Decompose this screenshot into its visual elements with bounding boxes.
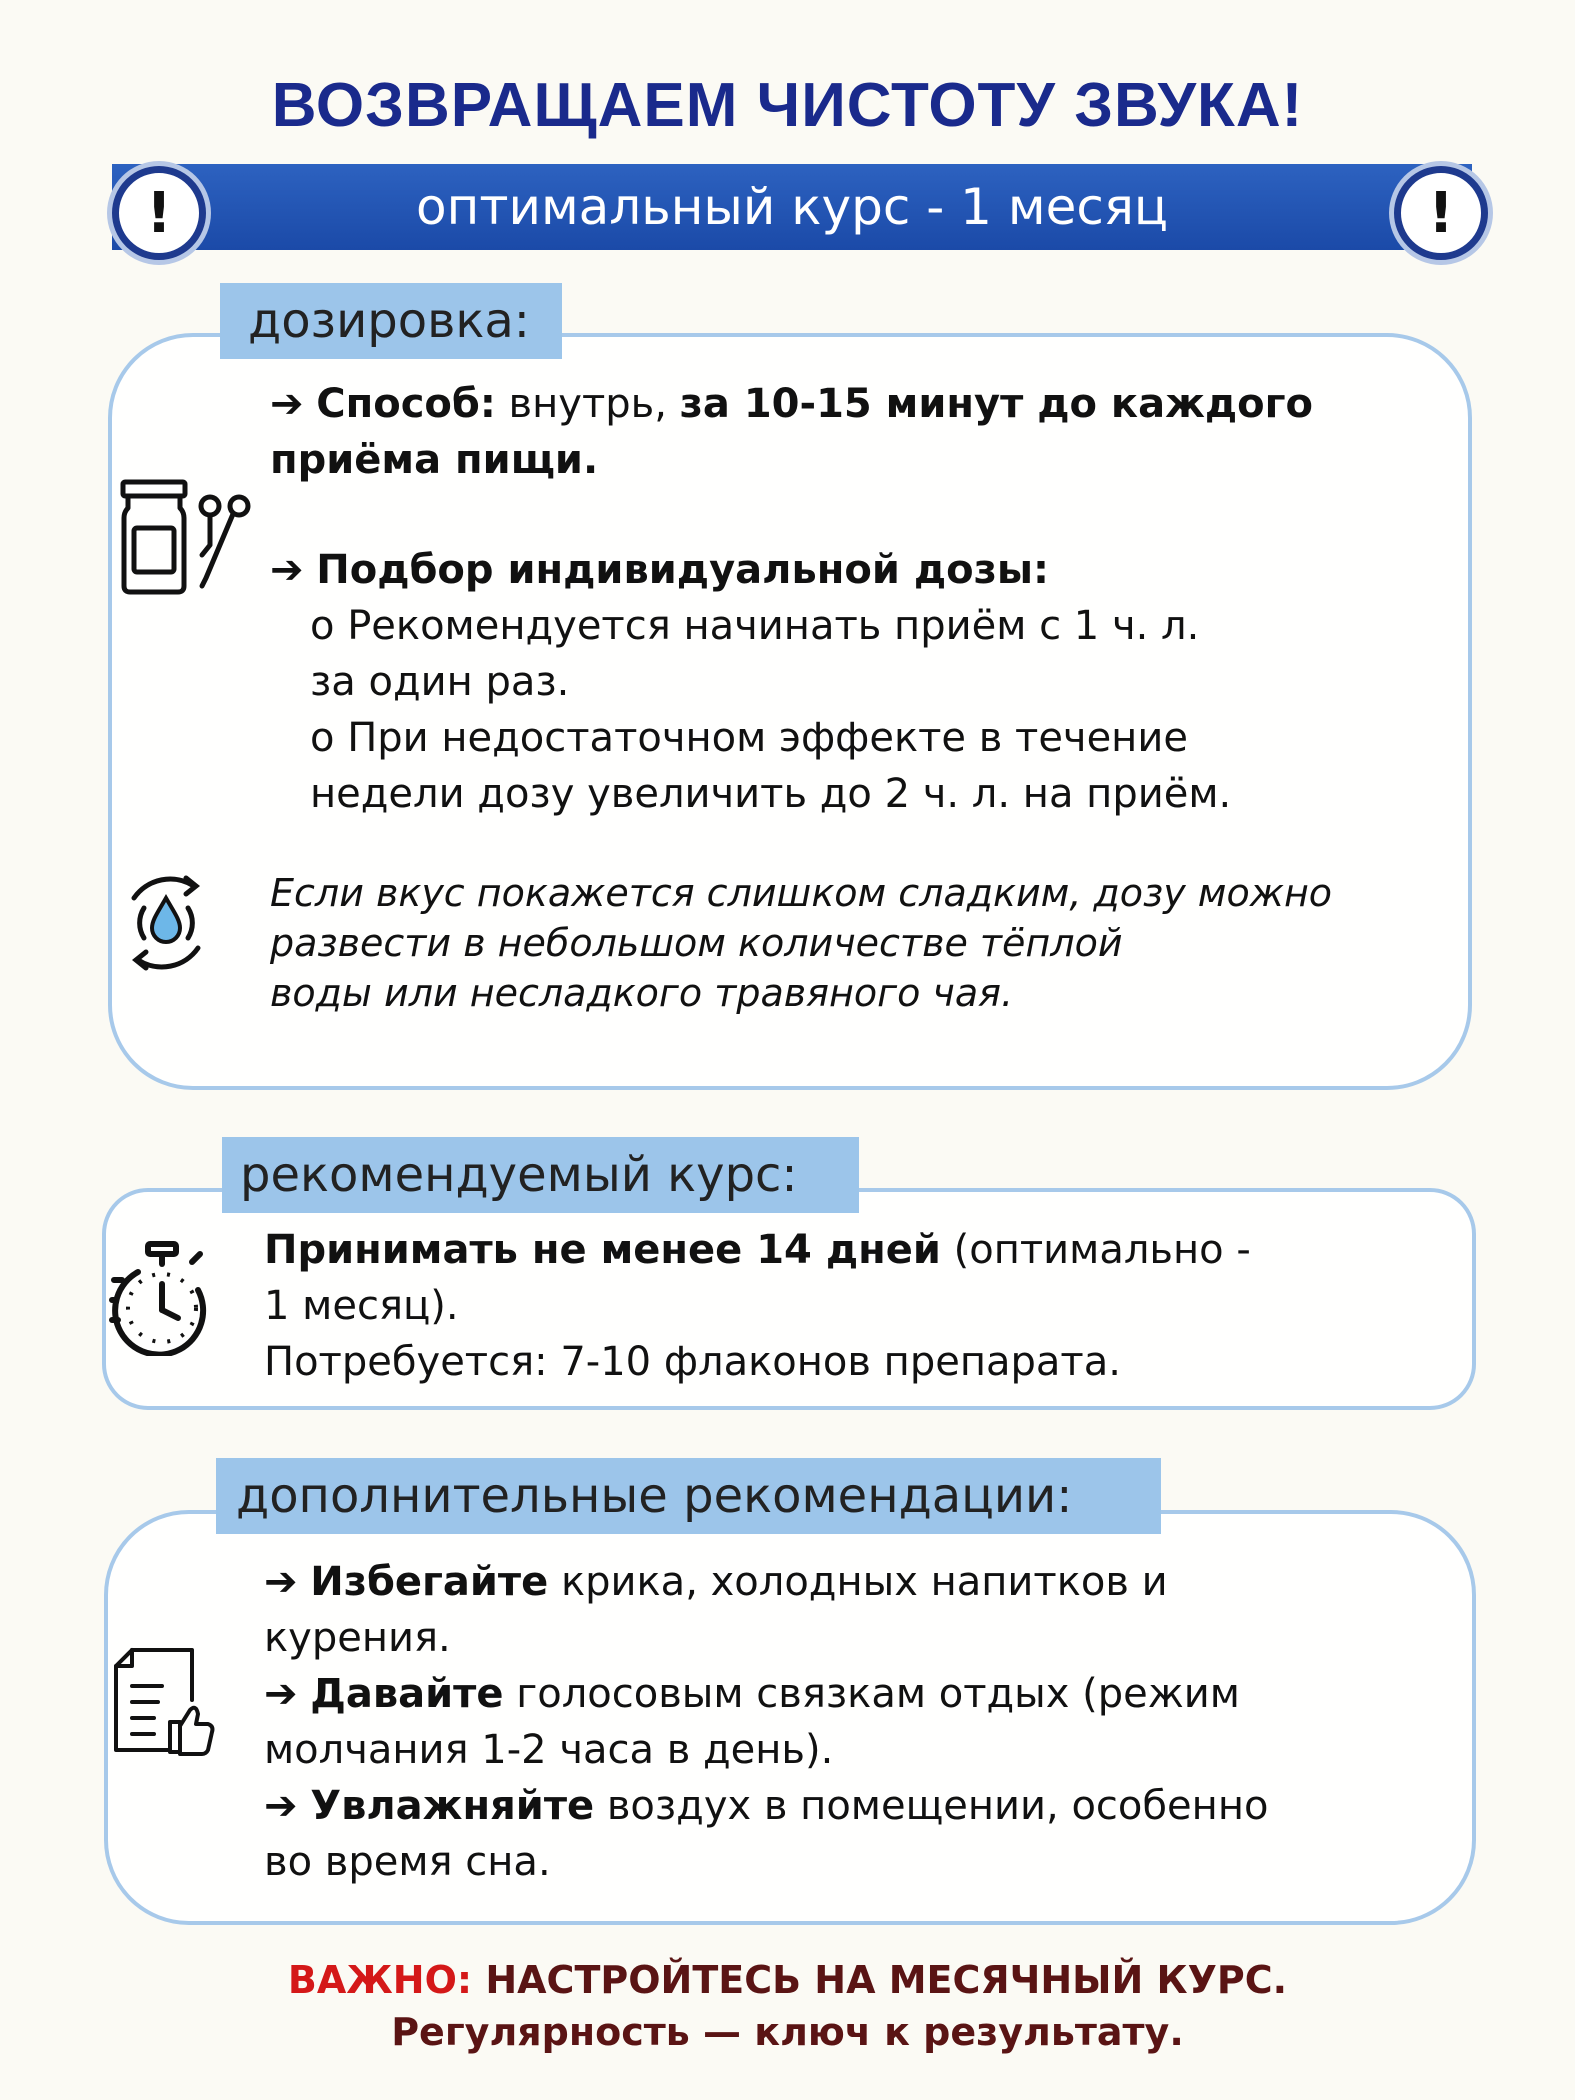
recommendations-list: ➔ Избегайте крика, холодных напитков и курения. ➔ Давайте голосовым связкам отдых (режим молчания 1-2 часа в день). ➔ Увлажняйте воздух в помещении, особенно во время сна. (264, 1554, 1454, 1890)
recommendations-heading: дополнительные рекомендации: (216, 1458, 1161, 1534)
recommendation-item: ➔ Давайте голосовым связкам отдых (режим (264, 1671, 1240, 1717)
dose-item: недели дозу увеличить до 2 ч. л. на приём. (310, 771, 1232, 817)
sweetness-note: Если вкус покажется слишком сладким, дозу можно развести в небольшом количестве тёплой воды или несладкого травяного чая. (270, 871, 1333, 1015)
course-text: Принимать не менее 14 дней (оптимально - 1 месяц). Потребуется: 7-10 флаконов препарата. (264, 1227, 1251, 1385)
exclamation-icon: ! (1394, 166, 1488, 260)
stopwatch-icon (108, 1240, 218, 1356)
course-heading: рекомендуемый курс: (222, 1137, 859, 1213)
dose-item: за один раз. (310, 659, 570, 705)
arrow-right-icon: ➔ (270, 547, 304, 593)
recommendation-item: ➔ Избегайте крика, холодных напитков и (264, 1559, 1168, 1605)
document-thumb-icon (112, 1646, 216, 1760)
jar-spoon-icon (118, 478, 258, 598)
method-line: ➔ Способ: внутрь, за 10-15 минут до каждого приёма пищи. (270, 381, 1314, 483)
arrow-right-icon: ➔ (270, 381, 304, 427)
exclamation-icon: ! (112, 166, 206, 260)
dosage-heading: дозировка: (220, 283, 562, 359)
water-drop-icon (114, 868, 218, 978)
recommendation-item: ➔ Увлажняйте воздух в помещении, особенно (264, 1783, 1269, 1829)
page-title: ВОЗВРАЩАЕМ ЧИСТОТУ ЗВУКА! (271, 71, 1304, 140)
arrow-right-icon: ➔ (264, 1671, 298, 1717)
dose-item: o При недостаточном эффекте в течение (310, 715, 1188, 761)
dose-item: o Рекомендуется начинать приём с 1 ч. л. (310, 603, 1200, 649)
dose-section: ➔ Подбор индивидуальной дозы: o Рекомендуется начинать приём с 1 ч. л. за один раз. o При недостаточном эффекте в течение недели дозу увеличить до 2 ч. л. на приём. (270, 542, 1410, 822)
arrow-right-icon: ➔ (264, 1783, 298, 1829)
arrow-right-icon: ➔ (264, 1559, 298, 1605)
course-banner: оптимальный курс - 1 месяц (112, 164, 1472, 250)
footer-note: ВАЖНО: НАСТРОЙТЕСЬ НА МЕСЯЧНЫЙ КУРС. Регулярность — ключ к результату. (0, 1954, 1575, 2058)
footer-tagline: Регулярность — ключ к результату. (391, 2010, 1184, 2054)
